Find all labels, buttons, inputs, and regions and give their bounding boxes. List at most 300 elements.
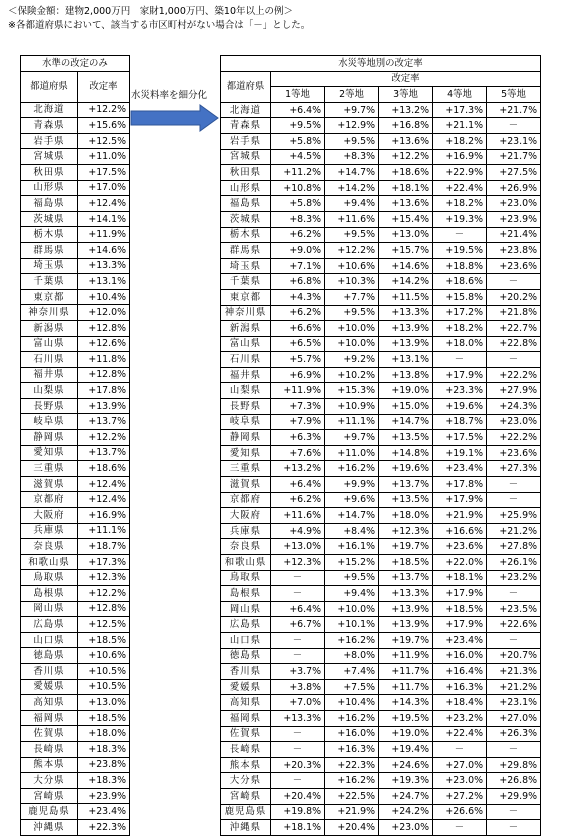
rate-value: +14.6% [78, 242, 130, 258]
grade-5-rate: +21.3% [487, 664, 541, 680]
grade-5-rate: － [487, 352, 541, 368]
grade-2-rate: +10.0% [325, 336, 379, 352]
grade-4-rate: +18.1% [433, 570, 487, 586]
prefecture-name: 富山県 [221, 336, 271, 352]
grade-3-rate: +15.7% [379, 243, 433, 259]
prefecture-name: 熊本県 [21, 757, 78, 773]
table-row [21, 554, 130, 570]
prefecture-name: 富山県 [21, 336, 78, 352]
grade-4-rate: +23.4% [433, 632, 487, 648]
prefecture-name: 千葉県 [21, 274, 78, 290]
grade-1-rate: － [271, 632, 325, 648]
prefecture-name: 徳島県 [221, 648, 271, 664]
prefecture-name: 新潟県 [221, 321, 271, 337]
grade-3-rate: +11.5% [379, 289, 433, 305]
grade-3-rate: +15.0% [379, 399, 433, 415]
right-col-prefecture: 都道府県 [221, 71, 271, 102]
prefecture-name: 島根県 [21, 586, 78, 602]
prefecture-name: 高知県 [221, 695, 271, 711]
grade-3-rate: +13.9% [379, 601, 433, 617]
grade-5-rate: － [487, 820, 541, 836]
prefecture-name: 沖縄県 [21, 819, 78, 835]
grade-1-rate: － [271, 773, 325, 789]
grade-4-rate: +17.5% [433, 430, 487, 446]
table-row [221, 305, 541, 321]
grade-5-rate: +21.7% [487, 102, 541, 118]
grade-4-rate: +22.4% [433, 180, 487, 196]
prefecture-name: 栃木県 [221, 227, 271, 243]
grade-3-rate: +13.6% [379, 196, 433, 212]
grade-2-rate: +9.5% [325, 133, 379, 149]
grade-1-rate: － [271, 742, 325, 758]
right-table-title: 水災等地別の改定率 [221, 56, 541, 72]
grade-3-rate: +14.6% [379, 258, 433, 274]
grade-5-rate: +22.7% [487, 321, 541, 337]
rate-value: +18.0% [78, 726, 130, 742]
grade-4-rate: +17.9% [433, 367, 487, 383]
prefecture-name: 島根県 [221, 586, 271, 602]
prefecture-name: 大阪府 [21, 508, 78, 524]
grade-4-rate: +18.7% [433, 414, 487, 430]
grade-4-rate: +18.5% [433, 601, 487, 617]
table-row [21, 601, 130, 617]
prefecture-name: 岐阜県 [221, 414, 271, 430]
prefecture-name: 北海道 [21, 102, 78, 118]
table-row [221, 648, 541, 664]
grade-5-rate: +23.2% [487, 570, 541, 586]
grade-2-rate: +10.1% [325, 617, 379, 633]
table-row [21, 492, 130, 508]
prefecture-name: 三重県 [221, 461, 271, 477]
grade-4-rate: +17.3% [433, 102, 487, 118]
table-row [221, 274, 541, 290]
grade-3-rate: +16.8% [379, 118, 433, 134]
grade-3-rate: +12.2% [379, 149, 433, 165]
grade-1-header: 1等地 [271, 87, 325, 103]
rate-value: +13.7% [78, 414, 130, 430]
grade-4-rate: － [433, 742, 487, 758]
prefecture-name: 京都府 [21, 492, 78, 508]
prefecture-name: 愛知県 [21, 445, 78, 461]
grade-3-rate: +15.4% [379, 211, 433, 227]
grade-1-rate: +6.8% [271, 274, 325, 290]
prefecture-name: 佐賀県 [221, 726, 271, 742]
grade-1-rate: +6.4% [271, 601, 325, 617]
grade-2-rate: +15.2% [325, 555, 379, 571]
grade-2-rate: +10.2% [325, 367, 379, 383]
grade-3-rate: +19.0% [379, 383, 433, 399]
prefecture-name: 愛媛県 [21, 679, 78, 695]
table-row [21, 289, 130, 305]
prefecture-name: 石川県 [21, 352, 78, 368]
prefecture-name: 広島県 [21, 617, 78, 633]
grade-4-rate: +23.3% [433, 383, 487, 399]
rate-value: +23.4% [78, 804, 130, 820]
rate-value: +17.0% [78, 180, 130, 196]
table-row [221, 336, 541, 352]
grade-5-rate: +22.2% [487, 430, 541, 446]
grade-1-rate: +7.3% [271, 399, 325, 415]
grade-3-rate: +13.0% [379, 227, 433, 243]
grade-1-rate: +13.3% [271, 710, 325, 726]
table-row [21, 149, 130, 165]
prefecture-name: 岩手県 [221, 133, 271, 149]
prefecture-name: 香川県 [221, 664, 271, 680]
table-row [21, 710, 130, 726]
rate-value: +18.6% [78, 461, 130, 477]
table-row [21, 320, 130, 336]
rate-value: +12.2% [78, 430, 130, 446]
prefecture-name: 栃木県 [21, 227, 78, 243]
table-row [221, 539, 541, 555]
table-row [221, 632, 541, 648]
grade-5-rate: +29.9% [487, 788, 541, 804]
grade-5-rate: +22.8% [487, 336, 541, 352]
rate-value: +11.9% [78, 227, 130, 243]
grade-1-rate: +11.6% [271, 508, 325, 524]
grade-1-rate: +5.8% [271, 196, 325, 212]
grade-3-rate: +13.5% [379, 430, 433, 446]
prefecture-name: 東京都 [221, 289, 271, 305]
table-row [21, 508, 130, 524]
prefecture-name: 青森県 [221, 118, 271, 134]
grade-5-rate: +22.2% [487, 367, 541, 383]
grade-5-rate: － [487, 477, 541, 493]
prefecture-name: 奈良県 [21, 539, 78, 555]
grade-3-rate: +13.3% [379, 305, 433, 321]
table-row [221, 321, 541, 337]
grade-1-rate: +11.9% [271, 383, 325, 399]
grade-3-rate: +13.9% [379, 617, 433, 633]
prefecture-name: 熊本県 [221, 757, 271, 773]
prefecture-name: 山口県 [221, 632, 271, 648]
table-row [21, 414, 130, 430]
rate-value: +10.6% [78, 648, 130, 664]
prefecture-name: 愛知県 [221, 445, 271, 461]
rate-value: +11.0% [78, 149, 130, 165]
prefecture-name: 大分県 [221, 773, 271, 789]
grade-2-rate: +10.4% [325, 695, 379, 711]
grade-1-rate: +6.4% [271, 102, 325, 118]
table-row [221, 227, 541, 243]
grade-3-rate: +24.7% [379, 788, 433, 804]
grade-2-rate: +20.4% [325, 820, 379, 836]
prefecture-name: 宮城県 [221, 149, 271, 165]
table-row [21, 242, 130, 258]
grade-5-rate: +27.9% [487, 383, 541, 399]
grade-3-rate: +13.9% [379, 321, 433, 337]
grade-5-rate: +27.8% [487, 539, 541, 555]
prefecture-name: 岩手県 [21, 133, 78, 149]
table-row [221, 352, 541, 368]
prefecture-name: 神奈川県 [221, 305, 271, 321]
prefecture-name: 埼玉県 [221, 258, 271, 274]
table-row [221, 508, 541, 524]
grade-3-rate: +19.6% [379, 461, 433, 477]
table-row [221, 570, 541, 586]
grade-1-rate: +3.8% [271, 679, 325, 695]
grade-1-rate: +6.6% [271, 321, 325, 337]
prefecture-name: 和歌山県 [21, 554, 78, 570]
grade-1-rate: +9.5% [271, 118, 325, 134]
grade-2-rate: +22.5% [325, 788, 379, 804]
grade-4-rate: +23.0% [433, 773, 487, 789]
grade-1-rate: +6.2% [271, 492, 325, 508]
grade-2-rate: +9.7% [325, 430, 379, 446]
grade-4-rate: +22.4% [433, 726, 487, 742]
grade-3-rate: +19.4% [379, 742, 433, 758]
grade-4-header: 4等地 [433, 87, 487, 103]
grade-4-rate: +15.8% [433, 289, 487, 305]
table-row [221, 149, 541, 165]
grade-4-rate: +17.2% [433, 305, 487, 321]
grade-1-rate: +7.6% [271, 445, 325, 461]
grade-5-rate: +26.8% [487, 773, 541, 789]
prefecture-name: 鳥取県 [221, 570, 271, 586]
table-row [21, 617, 130, 633]
prefecture-name: 埼玉県 [21, 258, 78, 274]
left-col-prefecture: 都道府県 [21, 71, 78, 102]
table-row [221, 820, 541, 836]
grade-5-rate: +24.3% [487, 399, 541, 415]
grade-4-rate: +17.8% [433, 477, 487, 493]
prefecture-name: 東京都 [21, 289, 78, 305]
rate-value: +11.8% [78, 352, 130, 368]
prefecture-name: 静岡県 [221, 430, 271, 446]
prefecture-name: 山形県 [221, 180, 271, 196]
grade-4-rate: +17.9% [433, 617, 487, 633]
grade-4-rate: － [433, 820, 487, 836]
grade-1-rate: +4.5% [271, 149, 325, 165]
table-row [221, 788, 541, 804]
grade-1-rate: +12.3% [271, 555, 325, 571]
grade-4-rate: +23.6% [433, 539, 487, 555]
prefecture-name: 秋田県 [21, 164, 78, 180]
grade-2-rate: +9.9% [325, 477, 379, 493]
grade-4-rate: +27.0% [433, 757, 487, 773]
table-row [221, 383, 541, 399]
prefecture-name: 鳥取県 [21, 570, 78, 586]
table-row [221, 757, 541, 773]
prefecture-name: 茨城県 [21, 211, 78, 227]
grade-4-rate: +27.2% [433, 788, 487, 804]
grade-5-rate: +26.3% [487, 726, 541, 742]
table-row [21, 133, 130, 149]
prefecture-name: 福井県 [21, 367, 78, 383]
grade-3-rate: +13.1% [379, 352, 433, 368]
prefecture-name: 鹿児島県 [221, 804, 271, 820]
grade-3-rate: +13.7% [379, 477, 433, 493]
table-row [221, 742, 541, 758]
grade-1-rate: +4.3% [271, 289, 325, 305]
grade-1-rate: +10.8% [271, 180, 325, 196]
grade-5-rate: +23.6% [487, 258, 541, 274]
grade-3-rate: +13.2% [379, 102, 433, 118]
grade-1-rate: +7.0% [271, 695, 325, 711]
note-insurance-amount: ＜保険金額：建物2,000万円 家財1,000万円、築10年以上の例＞ [8, 6, 293, 17]
table-row [21, 586, 130, 602]
grade-1-rate: +7.1% [271, 258, 325, 274]
right-arrow-icon [130, 104, 220, 132]
rate-value: +17.3% [78, 554, 130, 570]
grade-5-rate: +23.9% [487, 211, 541, 227]
grade-2-rate: +11.1% [325, 414, 379, 430]
table-row [221, 243, 541, 259]
rate-value: +17.5% [78, 164, 130, 180]
grade-4-rate: +18.6% [433, 274, 487, 290]
grade-4-rate: +18.2% [433, 196, 487, 212]
grade-1-rate: +6.2% [271, 227, 325, 243]
grade-5-rate: +27.0% [487, 710, 541, 726]
prefecture-name: 茨城県 [221, 211, 271, 227]
grade-2-rate: +8.3% [325, 149, 379, 165]
grade-4-rate: +16.9% [433, 149, 487, 165]
rate-value: +12.5% [78, 133, 130, 149]
table-row [21, 726, 130, 742]
grade-4-rate: +19.6% [433, 399, 487, 415]
grade-2-rate: +9.5% [325, 570, 379, 586]
table-row [221, 477, 541, 493]
grade-2-rate: +14.7% [325, 165, 379, 181]
grade-5-rate: － [487, 632, 541, 648]
rate-value: +17.8% [78, 383, 130, 399]
grade-2-rate: +12.9% [325, 118, 379, 134]
grade-5-rate: +22.6% [487, 617, 541, 633]
grade-2-rate: +16.2% [325, 632, 379, 648]
rate-value: +18.5% [78, 632, 130, 648]
grade-5-rate: +29.8% [487, 757, 541, 773]
grade-3-rate: +14.8% [379, 445, 433, 461]
rate-value: +15.6% [78, 118, 130, 134]
grade-3-rate: +18.6% [379, 165, 433, 181]
rate-value: +12.2% [78, 102, 130, 118]
grade-2-rate: +10.9% [325, 399, 379, 415]
prefecture-name: 岡山県 [221, 601, 271, 617]
grade-4-rate: +19.5% [433, 243, 487, 259]
grade-2-header: 2等地 [325, 87, 379, 103]
table-row [221, 695, 541, 711]
table-row [221, 133, 541, 149]
grade-5-rate: +26.1% [487, 555, 541, 571]
grade-1-rate: +9.0% [271, 243, 325, 259]
grade-1-rate: +3.7% [271, 664, 325, 680]
flood-grade-table [220, 55, 541, 836]
prefecture-name: 長崎県 [21, 741, 78, 757]
prefecture-name: 群馬県 [221, 243, 271, 259]
prefecture-name: 北海道 [221, 102, 271, 118]
rate-value: +13.9% [78, 398, 130, 414]
table-row [21, 539, 130, 555]
rate-value: +22.3% [78, 819, 130, 835]
grade-2-rate: +9.4% [325, 196, 379, 212]
grade-2-rate: +9.2% [325, 352, 379, 368]
prefecture-name: 愛媛県 [221, 679, 271, 695]
table-row [221, 726, 541, 742]
table-row [21, 398, 130, 414]
table-row [221, 102, 541, 118]
grade-2-rate: +10.0% [325, 601, 379, 617]
grade-5-rate: +23.0% [487, 414, 541, 430]
rate-value: +12.8% [78, 601, 130, 617]
prefecture-name: 青森県 [21, 118, 78, 134]
table-row [21, 648, 130, 664]
grade-4-rate: +22.9% [433, 165, 487, 181]
grade-2-rate: +16.2% [325, 710, 379, 726]
grade-3-rate: +13.9% [379, 336, 433, 352]
grade-5-rate: +23.0% [487, 196, 541, 212]
grade-3-rate: +13.3% [379, 586, 433, 602]
rate-value: +18.3% [78, 773, 130, 789]
prefecture-name: 大阪府 [221, 508, 271, 524]
prefecture-name: 秋田県 [221, 165, 271, 181]
prefecture-name: 兵庫県 [221, 523, 271, 539]
grade-3-rate: +19.3% [379, 773, 433, 789]
prefecture-name: 滋賀県 [221, 477, 271, 493]
table-row [21, 679, 130, 695]
grade-2-rate: +7.5% [325, 679, 379, 695]
rate-value: +13.0% [78, 695, 130, 711]
grade-5-rate: － [487, 118, 541, 134]
table-row [221, 414, 541, 430]
table-row [21, 305, 130, 321]
grade-1-rate: － [271, 648, 325, 664]
grade-5-rate: +21.4% [487, 227, 541, 243]
grade-2-rate: +11.6% [325, 211, 379, 227]
prefecture-name: 山形県 [21, 180, 78, 196]
table-row [21, 523, 130, 539]
grade-1-rate: +19.8% [271, 804, 325, 820]
rate-value: +18.7% [78, 539, 130, 555]
grade-4-rate: +16.6% [433, 523, 487, 539]
grade-1-rate: +6.2% [271, 305, 325, 321]
prefecture-name: 神奈川県 [21, 305, 78, 321]
grade-5-rate: － [487, 492, 541, 508]
rate-value: +12.4% [78, 476, 130, 492]
prefecture-name: 沖縄県 [221, 820, 271, 836]
table-row [21, 819, 130, 835]
grade-1-rate: +18.1% [271, 820, 325, 836]
grade-2-rate: +10.0% [325, 321, 379, 337]
grade-4-rate: － [433, 227, 487, 243]
table-row [21, 695, 130, 711]
table-row [21, 570, 130, 586]
grade-4-rate: +17.9% [433, 492, 487, 508]
grade-3-rate: +19.7% [379, 539, 433, 555]
grade-5-rate: +21.2% [487, 679, 541, 695]
prefecture-name: 滋賀県 [21, 476, 78, 492]
prefecture-name: 岡山県 [21, 601, 78, 617]
grade-5-rate: +21.8% [487, 305, 541, 321]
grade-2-rate: +8.4% [325, 523, 379, 539]
grade-4-rate: +26.6% [433, 804, 487, 820]
grade-2-rate: +10.3% [325, 274, 379, 290]
prefecture-name: 兵庫県 [21, 523, 78, 539]
prefecture-name: 山梨県 [21, 383, 78, 399]
table-row [21, 352, 130, 368]
grade-2-rate: +10.6% [325, 258, 379, 274]
grade-3-rate: +24.6% [379, 757, 433, 773]
rate-value: +13.1% [78, 274, 130, 290]
note-dash-explanation: ※各都道府県において、該当する市区町村がない場合は「－」とした。 [8, 20, 311, 31]
grade-3-rate: +13.6% [379, 133, 433, 149]
table-row [21, 274, 130, 290]
rate-value: +23.8% [78, 757, 130, 773]
table-row [221, 773, 541, 789]
grade-3-rate: +23.0% [379, 820, 433, 836]
grade-1-rate: +8.3% [271, 211, 325, 227]
grade-2-rate: +22.3% [325, 757, 379, 773]
prefecture-name: 山口県 [21, 632, 78, 648]
